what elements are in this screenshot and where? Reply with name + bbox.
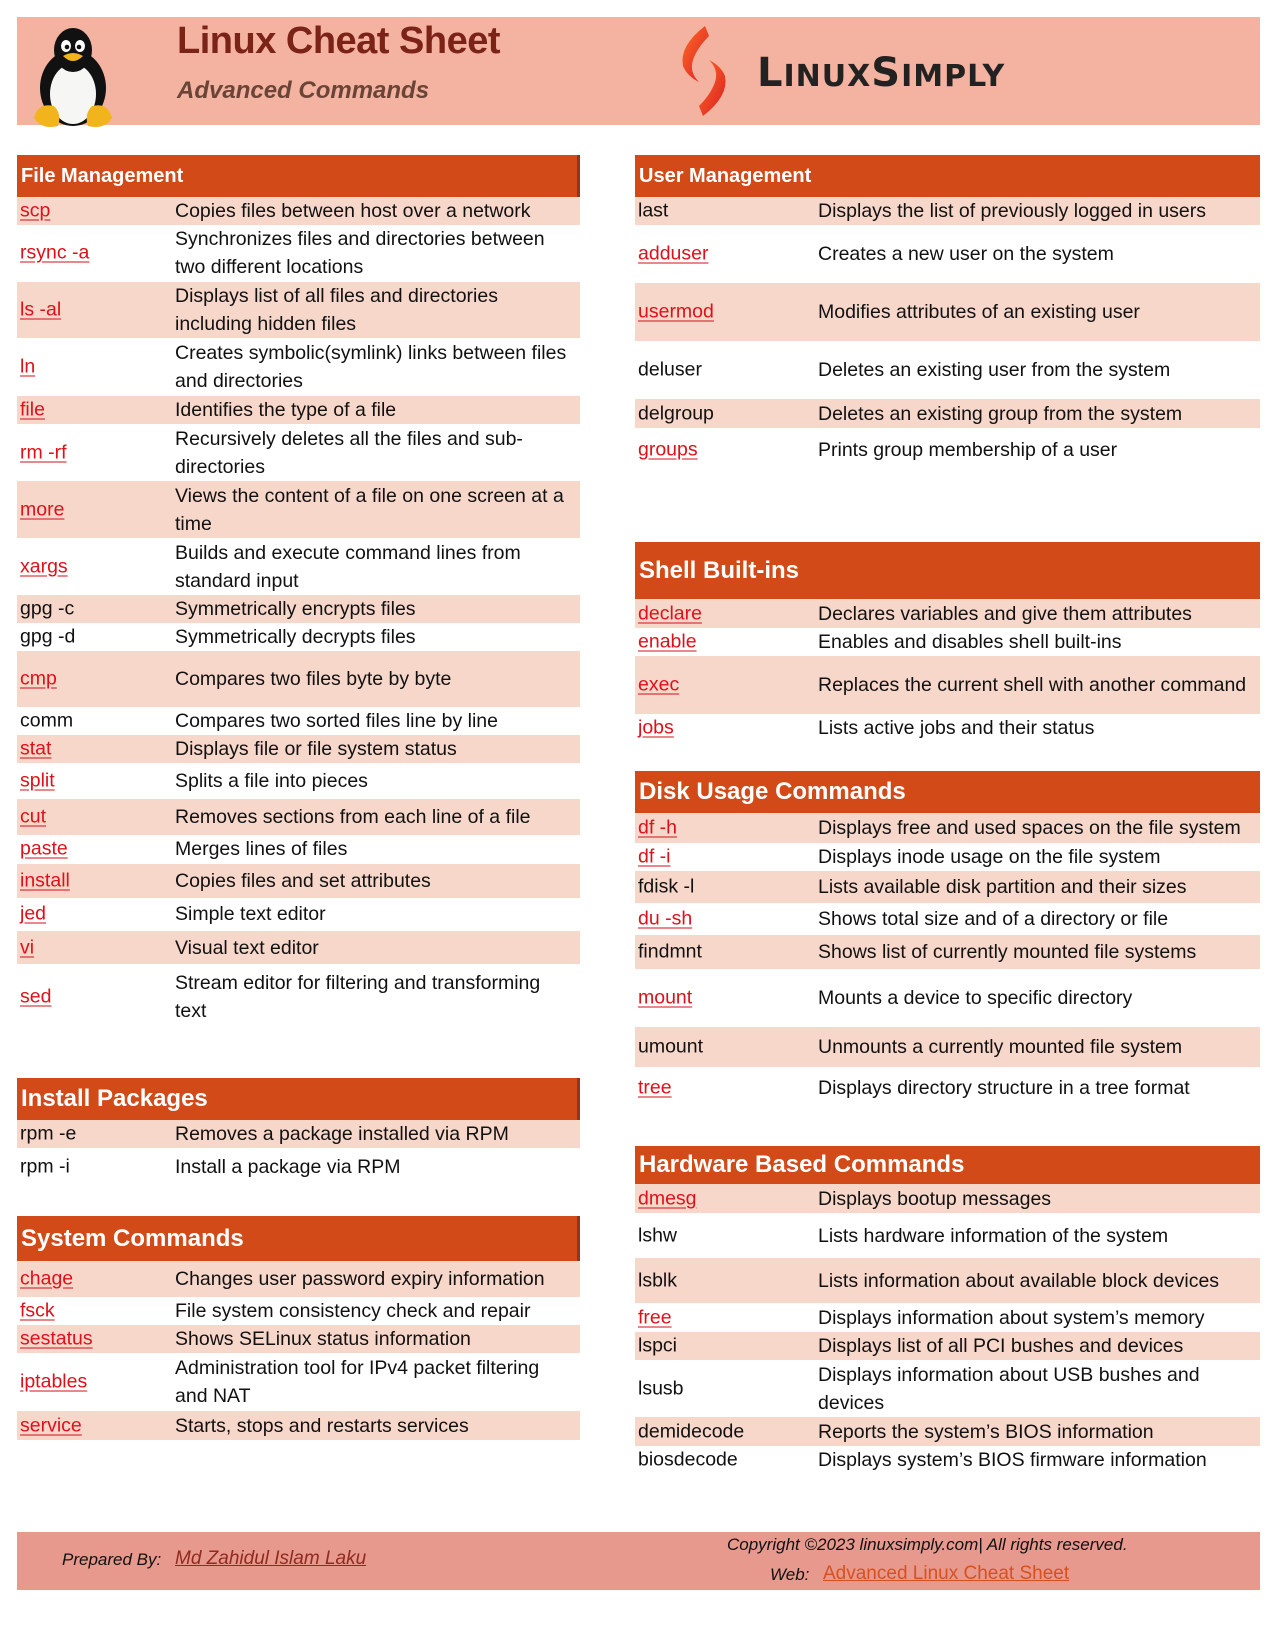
page-title: Linux Cheat Sheet: [177, 20, 500, 62]
command-row: [17, 1148, 580, 1186]
command-row: [635, 399, 1260, 428]
command-name-link[interactable]: paste: [20, 837, 68, 860]
command-name-link[interactable]: split: [20, 769, 55, 792]
command-description: Visual text editor: [175, 936, 319, 959]
command-row: [17, 931, 580, 964]
command-description: Displays the list of previously logged in users: [818, 200, 1207, 222]
command-description: Unmounts a currently mounted file system: [818, 1036, 1183, 1058]
command-name-link[interactable]: usermod: [638, 300, 714, 323]
command-name-link[interactable]: stat: [20, 737, 52, 760]
command-name: deluser: [638, 358, 702, 381]
command-name: delgroup: [638, 402, 714, 424]
command-name-link[interactable]: cmp: [20, 667, 57, 690]
command-name-link[interactable]: dmesg: [638, 1187, 697, 1209]
command-row: [17, 1297, 580, 1325]
section-header: User Management: [635, 155, 1260, 197]
command-row: [635, 599, 1260, 628]
command-name: fdisk -l: [638, 875, 695, 898]
section-header: Hardware Based Commands: [635, 1146, 1260, 1184]
command-description: Declares variables and give them attributes: [818, 602, 1192, 625]
command-name: lspci: [638, 1334, 678, 1357]
section-header: System Commands: [17, 1216, 580, 1261]
command-description: Enables and disables shell built-ins: [818, 631, 1122, 653]
command-row: [17, 623, 580, 651]
command-name-link[interactable]: free: [638, 1306, 672, 1328]
command-row: [17, 799, 580, 835]
command-name-link[interactable]: file: [20, 398, 45, 421]
command-row: [17, 898, 580, 930]
command-description: Recursively deletes all the files and sub-directories: [175, 427, 523, 478]
command-row: [635, 871, 1260, 903]
command-name-link[interactable]: ln: [20, 355, 36, 378]
command-row: [17, 1411, 580, 1440]
command-row: [17, 864, 580, 898]
command-description: Merges lines of files: [175, 838, 348, 860]
command-row: [17, 964, 580, 1030]
command-name-link[interactable]: jobs: [638, 716, 674, 739]
command-description: Removes a package installed via RPM: [175, 1123, 509, 1145]
command-name: findmnt: [638, 940, 702, 963]
command-description: Compares two files byte by byte: [175, 668, 452, 690]
command-row: [635, 1027, 1260, 1067]
command-row: [635, 903, 1260, 935]
command-description: Shows SELinux status information: [175, 1328, 471, 1350]
command-row: [17, 595, 580, 623]
command-name-link[interactable]: vi: [20, 936, 35, 958]
command-name-link[interactable]: ls -al: [20, 298, 62, 321]
command-name: gpg -d: [20, 625, 76, 648]
command-name: comm: [20, 709, 74, 732]
command-name-link[interactable]: cut: [20, 805, 47, 828]
command-name: umount: [638, 1035, 704, 1058]
command-row: [635, 428, 1260, 471]
command-row: [17, 1120, 580, 1148]
command-description: Shows total size and of a directory or file: [818, 908, 1169, 930]
command-description: Lists hardware information of the system: [818, 1224, 1169, 1247]
command-description: Stream editor for filtering and transforming text: [175, 972, 541, 1022]
command-description: Displays bootup messages: [818, 1187, 1052, 1210]
command-description: Install a package via RPM: [175, 1156, 401, 1178]
tux-penguin-logo: [28, 26, 118, 130]
command-row: [635, 1258, 1260, 1303]
command-description: Compares two sorted files line by line: [175, 710, 498, 732]
command-row: [635, 935, 1260, 969]
command-description: Lists active jobs and their status: [818, 717, 1095, 739]
command-name-link[interactable]: adduser: [638, 242, 709, 265]
command-description: Symmetrically encrypts files: [175, 598, 416, 620]
footer: [17, 1532, 1260, 1590]
command-name-link[interactable]: rsync -a: [20, 241, 90, 264]
command-description: Removes sections from each line of a file: [175, 806, 531, 828]
command-row: [17, 1261, 580, 1297]
command-row: [635, 341, 1260, 399]
command-row: [635, 1213, 1260, 1258]
command-row: [17, 835, 580, 863]
command-row: [635, 813, 1260, 843]
command-row: [635, 225, 1260, 283]
command-description: Displays information about system’s memory: [818, 1306, 1205, 1329]
command-name: demidecode: [638, 1420, 745, 1442]
command-name-link[interactable]: more: [20, 498, 65, 520]
section-header: File Management: [17, 155, 580, 197]
linuxsimply-logo-icon: [675, 24, 733, 118]
command-description: Displays directory structure in a tree format: [818, 1077, 1190, 1099]
command-description: Builds and execute command lines from standard input: [175, 541, 521, 592]
command-description: Modifies attributes of an existing user: [818, 301, 1140, 323]
command-description: Creates symbolic(symlink) links between files and directories: [175, 342, 567, 392]
command-description: Shows list of currently mounted file systems: [818, 941, 1197, 963]
command-row: [17, 481, 580, 538]
command-description: Changes user password expiry information: [175, 1268, 545, 1290]
command-row: [17, 339, 580, 395]
command-name-link[interactable]: service: [20, 1414, 82, 1436]
command-row: [17, 651, 580, 707]
command-description: Splits a file into pieces: [175, 770, 368, 792]
command-name-link[interactable]: sed: [20, 985, 52, 1008]
command-row: [635, 628, 1260, 656]
command-row: [17, 1325, 580, 1353]
prepared-by-label: Prepared By:: [62, 1550, 162, 1569]
command-description: Copies files between host over a network: [175, 200, 531, 222]
command-name-link[interactable]: enable: [638, 630, 697, 653]
command-row: [635, 656, 1260, 714]
command-description: Identifies the type of a file: [175, 399, 397, 421]
command-description: Mounts a device to specific directory: [818, 987, 1133, 1009]
command-description: Simple text editor: [175, 903, 326, 925]
command-name: rpm -i: [20, 1155, 70, 1178]
command-row: [635, 1360, 1260, 1417]
command-name-link[interactable]: rm -rf: [20, 441, 67, 463]
command-row: [17, 707, 580, 735]
command-description: Displays file or file system status: [175, 738, 457, 760]
command-name: lshw: [638, 1224, 678, 1246]
command-name-link[interactable]: chage: [20, 1267, 74, 1290]
command-row: [635, 1303, 1260, 1332]
command-row: [635, 969, 1260, 1027]
command-name: biosdecode: [638, 1448, 738, 1471]
command-row: [635, 843, 1260, 871]
command-name-link[interactable]: declare: [638, 602, 702, 624]
command-row: [17, 197, 580, 225]
section-header: Install Packages: [17, 1078, 580, 1120]
command-row: [17, 396, 580, 424]
command-row: [17, 538, 580, 595]
command-row: [635, 1446, 1260, 1474]
command-description: Lists available disk partition and their sizes: [818, 876, 1187, 898]
command-name-link[interactable]: xargs: [20, 555, 68, 577]
command-description: Prints group membership of a user: [818, 438, 1118, 461]
command-name-link[interactable]: sestatus: [20, 1327, 93, 1350]
command-description: Starts, stops and restarts services: [175, 1414, 469, 1437]
command-name: gpg -c: [20, 597, 75, 620]
command-description: Displays list of all PCI bushes and devices: [818, 1335, 1184, 1357]
command-name-link[interactable]: install: [20, 869, 70, 892]
command-name-link[interactable]: fsck: [20, 1299, 55, 1322]
page-subtitle: Advanced Commands: [177, 77, 430, 104]
command-description: File system consistency check and repair: [175, 1300, 531, 1322]
command-name: lsusb: [638, 1377, 684, 1399]
command-description: Administration tool for IPv4 packet filtering and NAT: [175, 1357, 540, 1407]
command-description: Displays system’s BIOS firmware information: [818, 1449, 1207, 1471]
command-row: [17, 1353, 580, 1411]
command-row: [17, 424, 580, 481]
command-name-link[interactable]: groups: [638, 438, 698, 460]
command-description: Deletes an existing user from the system: [818, 359, 1171, 381]
command-name-link[interactable]: tree: [638, 1076, 672, 1099]
command-description: Displays free and used spaces on the file system: [818, 817, 1241, 839]
command-name-link[interactable]: exec: [638, 673, 680, 696]
command-name-link[interactable]: scp: [20, 199, 51, 222]
copyright-text: Copyright ©2023 linuxsimply.com| All rights reserved.: [727, 1535, 1128, 1554]
command-row: [635, 714, 1260, 742]
command-description: Displays list of all files and directories including hidden files: [175, 285, 498, 335]
author-link[interactable]: Md Zahidul Islam Laku: [175, 1548, 367, 1569]
web-label: Web:: [770, 1565, 810, 1584]
command-row: [635, 1332, 1260, 1360]
command-description: Copies files and set attributes: [175, 870, 431, 892]
command-row: [635, 1067, 1260, 1109]
command-description: Creates a new user on the system: [818, 243, 1114, 265]
command-description: Deletes an existing group from the system: [818, 402, 1183, 425]
command-row: [17, 763, 580, 799]
command-name: last: [638, 199, 669, 222]
command-name: lsblk: [638, 1269, 678, 1291]
command-description: Displays information about USB bushes and devices: [818, 1363, 1200, 1414]
command-name-link[interactable]: mount: [638, 986, 693, 1009]
web-link[interactable]: Advanced Linux Cheat Sheet: [823, 1563, 1070, 1584]
command-name-link[interactable]: df -i: [638, 845, 671, 868]
command-name-link[interactable]: du -sh: [638, 907, 693, 930]
command-description: Replaces the current shell with another command: [818, 674, 1247, 696]
section-header: Shell Built-ins: [635, 542, 1260, 599]
command-row: [17, 225, 580, 281]
command-description: Reports the system’s BIOS information: [818, 1420, 1154, 1443]
command-description: Displays inode usage on the file system: [818, 846, 1161, 868]
linuxsimply-brand-text: LINUXSIMPLY: [757, 50, 1006, 96]
command-row: [635, 197, 1260, 225]
command-name: rpm -e: [20, 1122, 77, 1145]
command-name-link[interactable]: df -h: [638, 816, 678, 839]
command-description: Views the content of a file on one screen at a time: [175, 484, 564, 535]
command-row: [17, 282, 580, 338]
command-name-link[interactable]: jed: [20, 902, 47, 925]
command-description: Synchronizes files and directories between two different locations: [175, 228, 545, 278]
command-row: [635, 283, 1260, 341]
command-row: [17, 735, 580, 763]
command-row: [635, 1184, 1260, 1213]
command-name-link[interactable]: iptables: [20, 1370, 88, 1393]
section-header: Disk Usage Commands: [635, 771, 1260, 813]
command-description: Lists information about available block devices: [818, 1269, 1220, 1292]
command-description: Symmetrically decrypts files: [175, 626, 416, 648]
command-row: [635, 1417, 1260, 1446]
